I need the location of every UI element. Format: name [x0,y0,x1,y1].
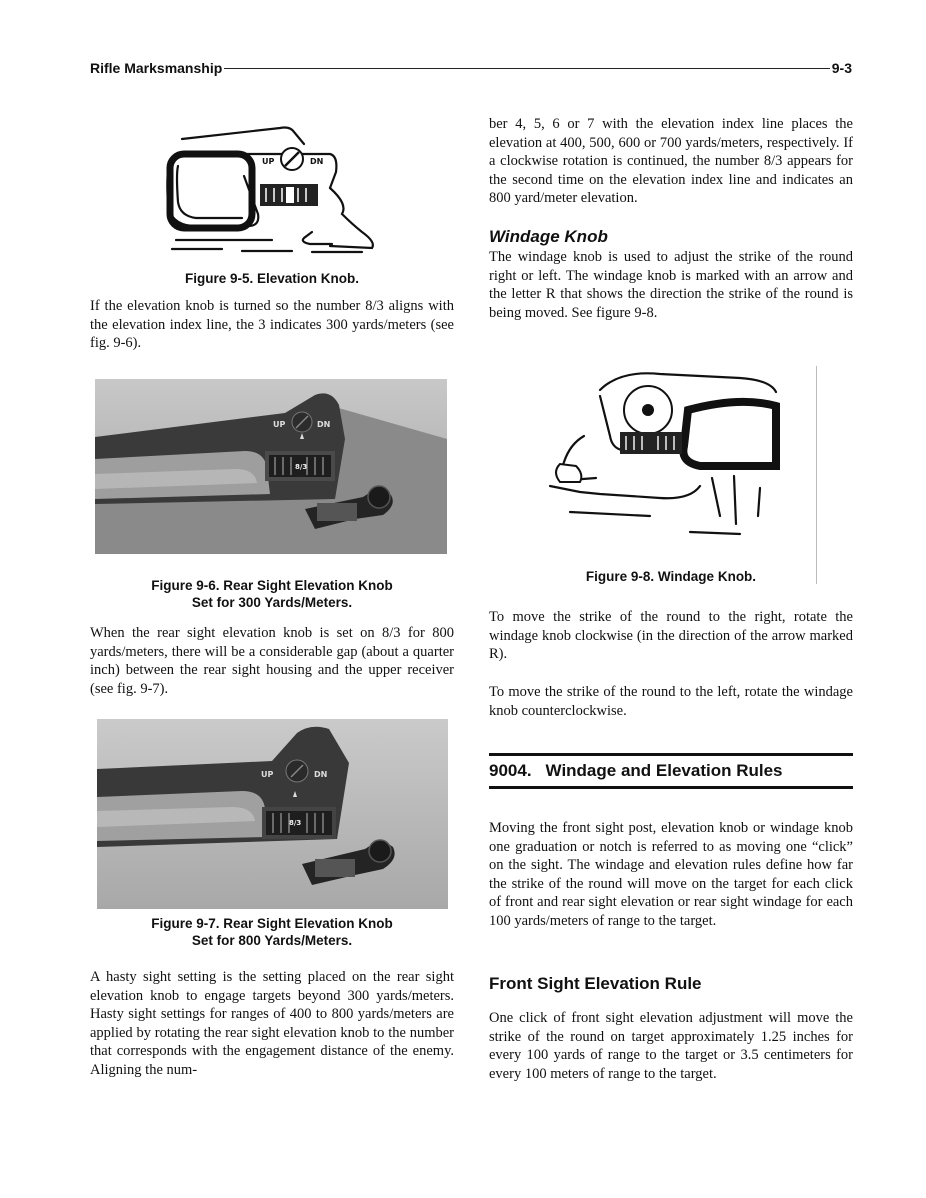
paragraph-text: Moving the front sight post, elevation knob or windage knob one graduation or notch is referred to as moving one “click” on the sight. The windage and elevation rules define how far the strike of the round will move on the target for each click of front and rear sight elevation or rear sight windage for each 100 yards/meters of range to the target. [489,820,853,929]
paragraph-text: To move the strike of the round to the right, rotate the windage knob clockwise (in the direction of the arrow marked R). [489,609,853,663]
paragraph-hasty-sight-setting [90,968,454,1080]
section-number: 9004. [489,761,532,780]
svg-text:UP: UP [262,157,275,166]
paragraph-front-sight-rule [489,1009,853,1083]
setting-label: 8/3 [295,463,308,471]
figure-9-6-caption [90,577,454,611]
figure-9-8-caption: Figure 9-8. Windage Knob. [585,569,757,584]
figure-9-5-drawing [162,114,394,264]
paragraph-800-gap [90,624,454,698]
figure-9-5-caption: Figure 9-5. Elevation Knob. [184,271,360,286]
rear-sight-800-image [97,719,448,909]
page-number: 9-3 [831,60,852,76]
section-title: Windage and Elevation Rules [545,761,783,780]
front-sight-elevation-rule-heading: Front Sight Elevation Rule [489,974,702,993]
figure-9-7-caption-line2: Set for 800 Yards/Meters. [191,933,353,948]
figure-9-8-frame-line [816,366,817,584]
figure-9-7-caption-line1: Figure 9-7. Rear Sight Elevation Knob [151,916,393,931]
figure-9-7-photo [97,719,448,909]
dn-label: DN [314,770,328,779]
paragraph-text: One click of front sight elevation adjustment will move the strike of the round on target approximately 1.25 inches for every 100 yards of range to the target or 3.5 centimeters for every 100 meters of range to the target. [489,1010,853,1082]
section-heading-9004 [489,753,853,789]
header-title: Rifle Marksmanship [90,60,223,76]
rear-sight-300-image [95,379,447,554]
paragraph-continued-elevation [489,115,853,208]
up-label: UP [261,770,274,779]
paragraph-move-right [489,608,853,664]
figure-9-8-drawing [540,366,780,552]
paragraph-move-left [489,683,853,720]
running-header [90,60,852,80]
up-label: UP [273,420,286,429]
paragraph-text: The windage knob is used to adjust the strike of the round right or left. The windage knob is marked with an arrow and the letter R that shows the direction the strike of the round is being moved. See figure 9-8. [489,249,853,321]
paragraph-text: If the elevation knob is turned so the number 8/3 aligns with the elevation index line, the 3 indicates 300 yards/meters (see fig. 9-6). [90,298,454,352]
figure-9-6-caption-line1: Figure 9-6. Rear Sight Elevation Knob [151,578,393,593]
paragraph-8-3-alignment [90,297,454,353]
paragraph-text: ber 4, 5, 6 or 7 with the elevation index line places the elevation at 400, 500, 600 or 700 yards/meters, respectively. If a clockwise rotation is continued, the number 8/3 appears for the second time on the elevation index line and indicates an 800 yard/meter elevation. [489,116,853,207]
svg-text:DN: DN [310,157,324,166]
paragraph-windage-knob [489,248,853,322]
paragraph-windage-elevation-rules [489,819,853,931]
dn-label: DN [317,420,331,429]
figure-9-7-caption [90,915,454,949]
paragraph-text: To move the strike of the round to the left, rotate the windage knob counterclockwise. [489,684,853,719]
setting-label: 8/3 [289,819,302,827]
windage-knob-heading: Windage Knob [489,227,608,246]
figure-9-6-caption-line2: Set for 300 Yards/Meters. [191,595,353,610]
figure-9-6-photo [95,379,447,554]
paragraph-text: When the rear sight elevation knob is set on 8/3 for 800 yards/meters, there will be a considerable gap (about a quarter inch) between the rear sight housing and the upper receiver (see fig. 9-7). [90,625,454,697]
paragraph-text: A hasty sight setting is the setting placed on the rear sight elevation knob to engage targets beyond 300 yards/meters. Hasty sight settings for ranges of 400 to 800 yards/meters are applied by rotating the rear sight elevation knob to the number that corresponds with the engagement distance of the enemy. Aligning the num- [90,969,454,1078]
